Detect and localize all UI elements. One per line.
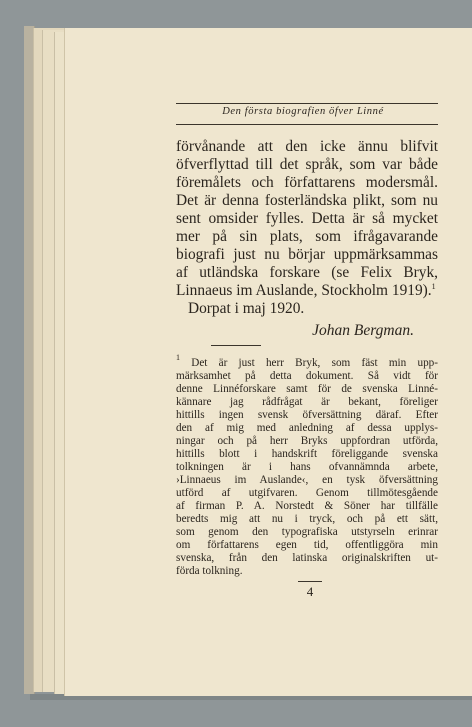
footnote-line: utförd af utgifvaren. Genom tillmötesgående [176,487,438,499]
signature: Johan Bergman. [312,322,414,339]
body-line: mer på sin plats, som ifrågavarande [176,228,438,245]
page-number-rule [298,581,322,582]
body-line: af utländska forskare (se Felix Bryk, [176,264,438,281]
header-rule-top [176,103,438,104]
footnote-line: hittills blott i handskrift föreliggande svenska [176,448,438,460]
body-line: föremålets och författarens modersmål. [176,174,438,191]
body-line: förvånande att den icke ännu blifvit [176,138,438,155]
footnote-line [176,353,438,370]
footnote-ref: 1 [431,282,436,291]
footnote-line: ningar och på herr Bryks uppfordran utförda, [176,435,438,447]
body-line: Det är denna fosterländska plikt, som nu [176,192,438,209]
footnote-line: svenska, från den latinska originalskriften ut- [176,552,438,564]
body-line: sent omsider fylles. Detta är så mycket [176,210,438,227]
page-number: 4 [306,584,314,599]
body-line-text: Linnaeus im Auslande, Stockholm 1919). [176,282,432,299]
footnote-line-text: Det är just herr Bryk, som fäst min upp- [191,357,438,369]
footnote-line: tolkningen är i hans ofvannämnda arbete, [176,461,438,473]
footnote-line: som genom den typografiska utstyrseln erinrar [176,526,438,538]
footnote-line: af firman P. A. Norstedt & Söner har tillfälle [176,500,438,512]
date-line: Dorpat i maj 1920. [188,300,305,317]
footnote-marker: 1 [176,353,180,362]
body-line: öfverflyttad till det språk, som var både [176,156,438,173]
footnote-line: denne Linnéforskare samt för de svenska Linné- [176,383,438,395]
footnote-rule [211,345,261,346]
footnote-line: förda tolkning. [176,565,243,577]
footnote-line: märksamhet på detta dokument. Så vidt för [176,370,438,382]
body-line: biografi just nu börjar uppmärksammas [176,246,438,263]
footnote-line: hittills ingen svensk öfversättning däraf. Efter [176,409,438,421]
footnote-line: den af mig med anledning af dessa upplys- [176,422,438,434]
header-rule-bottom [176,124,438,125]
footnote-line: kännare jag rådfrågat är bekant, föreliger [176,396,438,408]
running-head: Den första biografien öfver Linné [222,106,384,117]
footnote-line: om författarens egen tid, offentliggöra min [176,539,438,551]
footnote-line: beredts mig att nu i tryck, och på ett sätt, [176,513,438,525]
footnote-line: ›Linnaeus im Auslande‹, en tysk öfversättning [176,474,438,486]
body-line-with-note [176,281,438,300]
